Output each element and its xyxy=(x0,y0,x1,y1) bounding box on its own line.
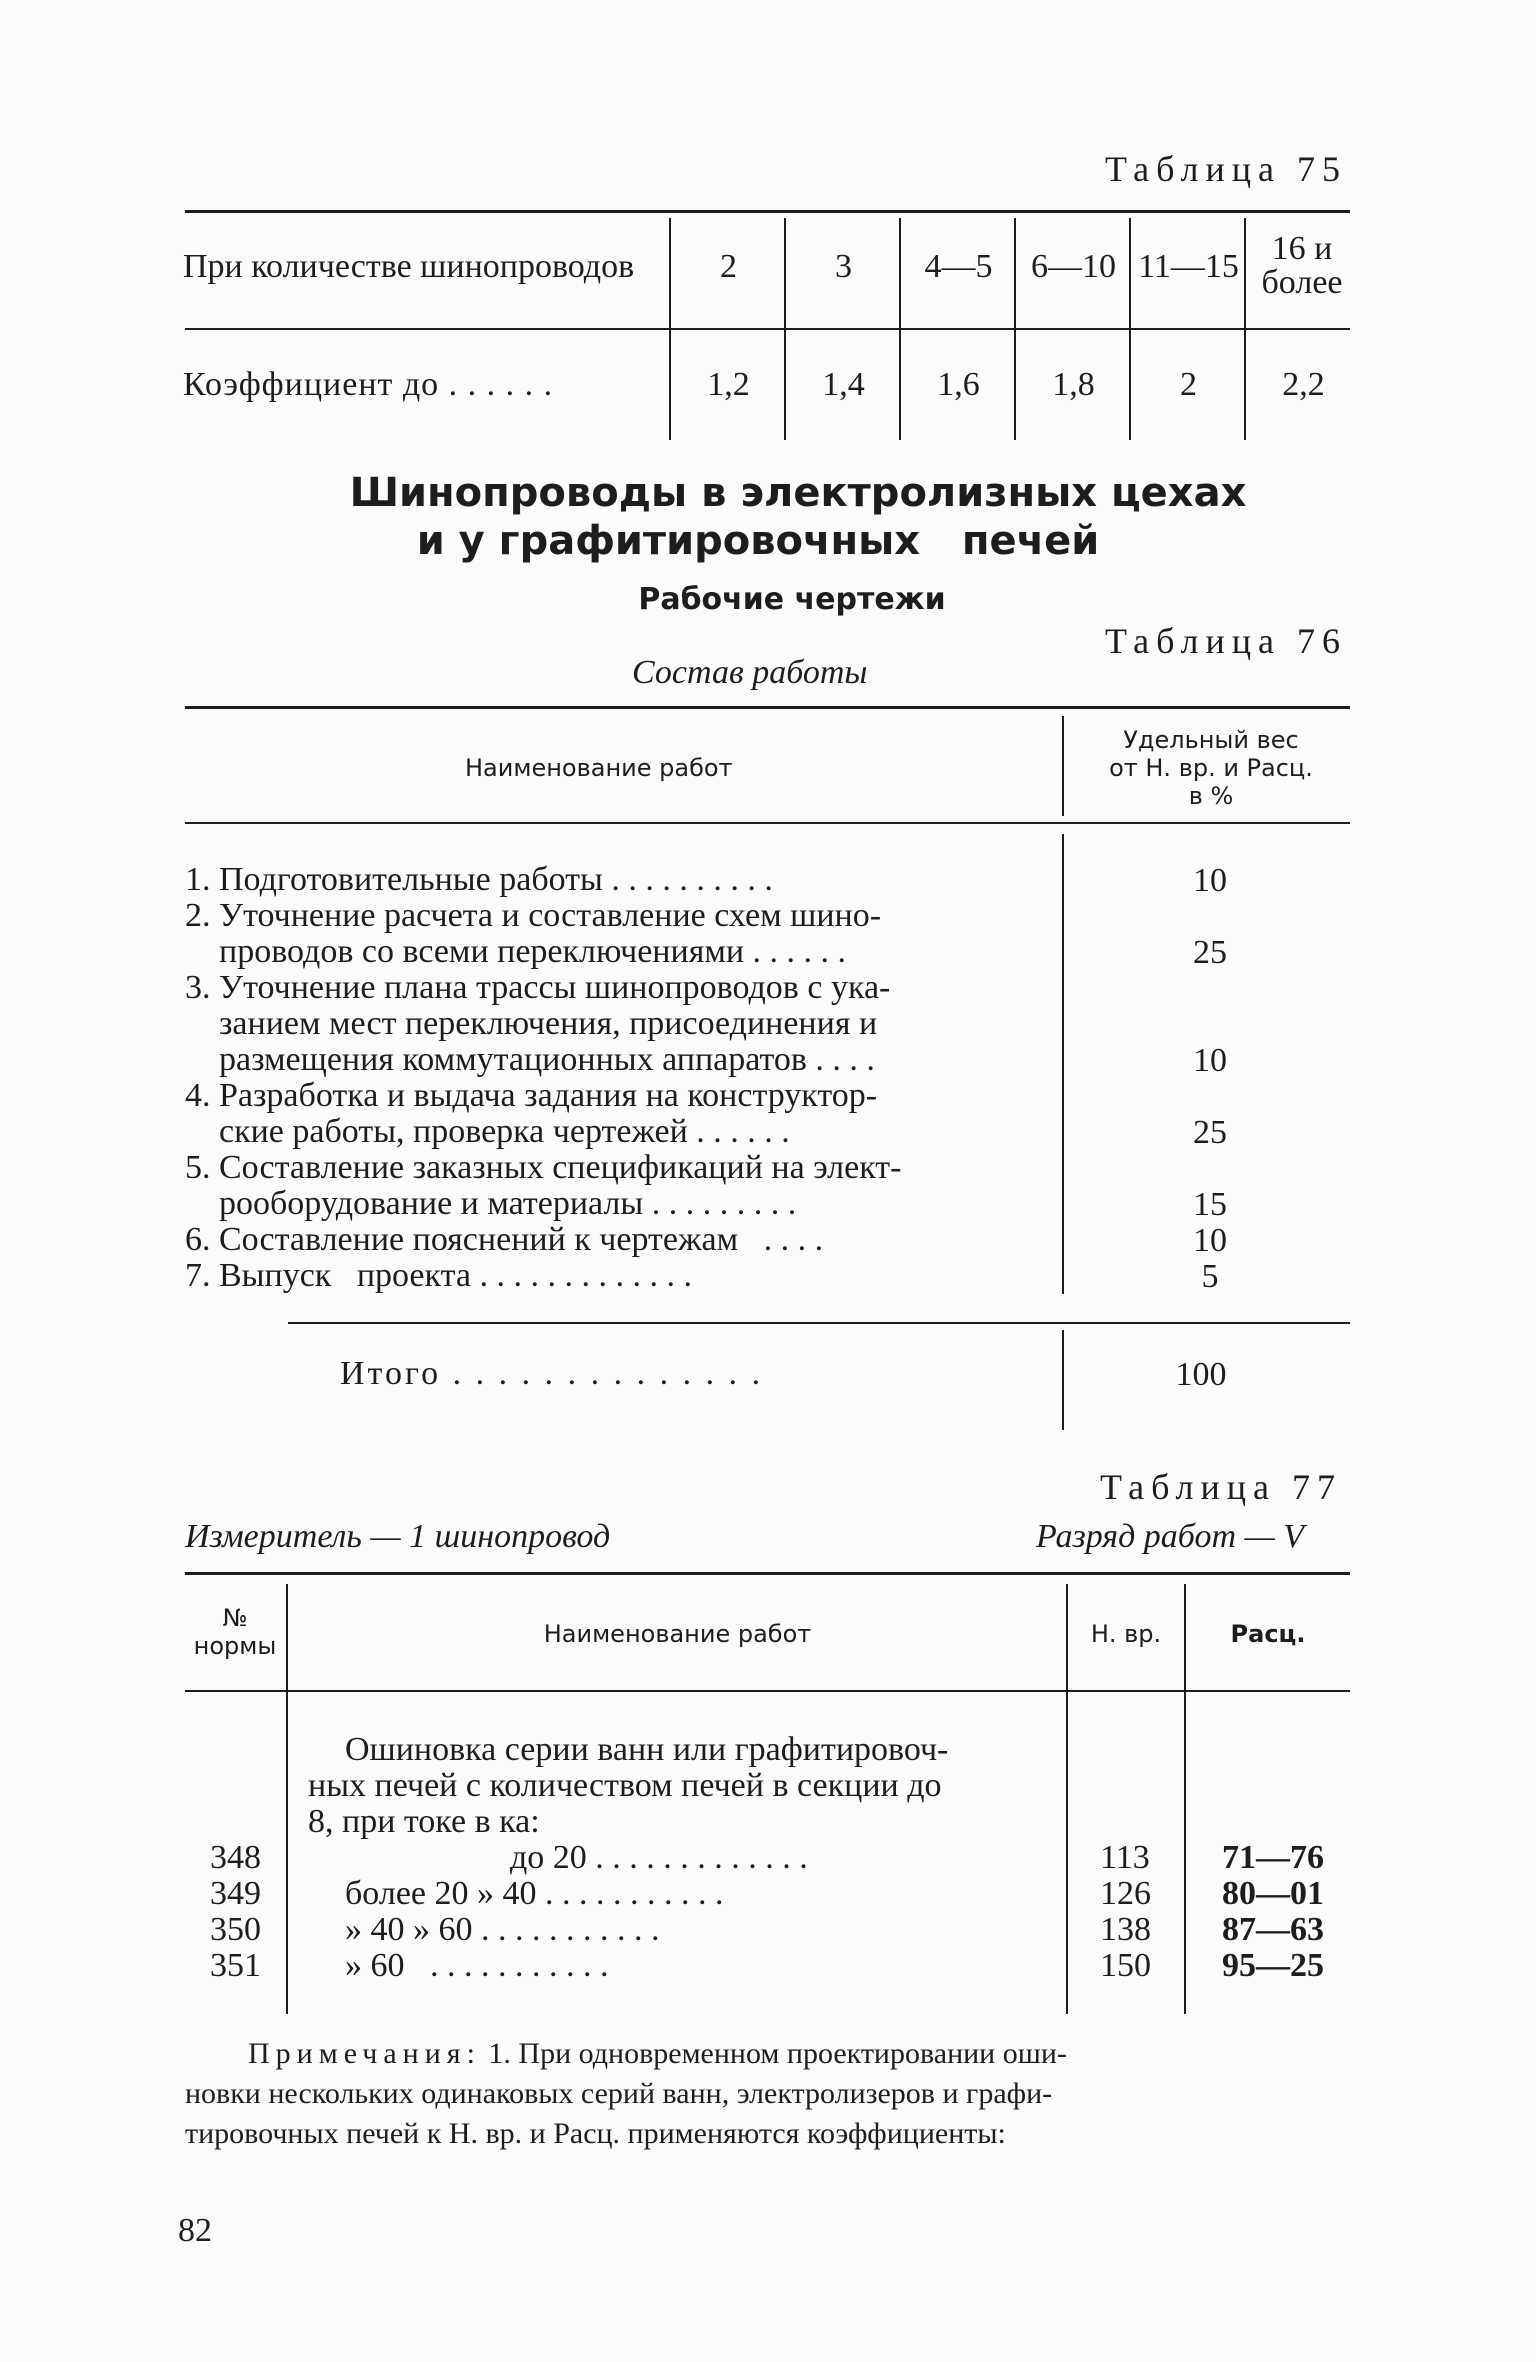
table77-row-nvr: 126 xyxy=(1100,1875,1151,1912)
table77-row-rasc: 80—01 xyxy=(1222,1875,1324,1912)
table75-divider xyxy=(1129,218,1131,440)
table77-desc-line: ных печей с количеством печей в секции до xyxy=(308,1767,942,1804)
table75-col-5: 11—15 xyxy=(1138,248,1239,285)
table75-val-6: 2,2 xyxy=(1282,366,1325,403)
table75-divider xyxy=(669,218,671,440)
note-label: Примечания: xyxy=(248,2037,481,2070)
table76-line: 7. Выпуск проекта . . . . . . . . . . . . . xyxy=(185,1257,692,1294)
table76-line: рооборудование и материалы . . . . . . . . . xyxy=(185,1185,797,1222)
table77-row-name: более 20 » 40 . . . . . . . . . . . xyxy=(345,1875,724,1912)
table75-mid-rule xyxy=(185,328,1350,330)
table75-row2-label: Коэффициент до . . . . . . xyxy=(183,366,554,403)
note-text: 1. При одновременном проектировании оши- xyxy=(488,2037,1067,2070)
table77-desc-line: 8, при токе в ка: xyxy=(308,1803,540,1840)
table77-header-no-line1: № xyxy=(222,1604,248,1632)
table77-row-nvr: 150 xyxy=(1100,1947,1151,1984)
table75-top-rule xyxy=(185,210,1350,213)
table76-divider xyxy=(1062,716,1064,816)
table77-row-no: 351 xyxy=(210,1947,261,1984)
table75-col-2: 3 xyxy=(835,248,852,285)
table77-meter: Измеритель — 1 шинопровод xyxy=(185,1518,611,1555)
table76-total-label: Итого . . . . . . . . . . . . . . xyxy=(340,1355,764,1392)
table76-value: 10 xyxy=(1193,1222,1227,1259)
note-line2: новки нескольких одинаковых серий ванн, электролизеров и графи- xyxy=(185,2077,1053,2110)
table77-row-rasc: 71—76 xyxy=(1222,1839,1324,1876)
table76-line: занием мест переключения, присоединения и xyxy=(185,1005,878,1042)
table76-header-rule xyxy=(185,822,1350,824)
table77-header-rule xyxy=(185,1690,1350,1692)
table76-value: 25 xyxy=(1193,934,1227,971)
table77-desc-line: Ошиновка серии ванн или графитировоч- xyxy=(345,1731,949,1768)
note-line3: тировочных печей к Н. вр. и Расц. применяются коэффициенты: xyxy=(185,2117,1006,2150)
table76-top-rule xyxy=(185,706,1350,709)
table75-divider xyxy=(1014,218,1016,440)
table77-header-no xyxy=(185,1604,285,1660)
table76-col1-header: Наименование работ xyxy=(465,754,733,782)
section-title-line1: Шинопроводы в электролизных цехах xyxy=(349,470,1247,516)
table75-val-1: 1,2 xyxy=(707,366,750,403)
page-number: 82 xyxy=(178,2212,212,2249)
table76-col2-header-line1: Удельный вес xyxy=(1123,726,1299,754)
table75-val-3: 1,6 xyxy=(937,366,980,403)
table76-line: ские работы, проверка чертежей . . . . . . xyxy=(185,1113,790,1150)
table76-total-rule xyxy=(288,1322,1350,1324)
table75-col-6: 16 и более xyxy=(1261,230,1343,301)
table77-header-name: Наименование работ xyxy=(543,1620,812,1648)
table75-val-4: 1,8 xyxy=(1052,366,1095,403)
table76-col2-header xyxy=(1066,726,1356,810)
table75-divider xyxy=(899,218,901,440)
table77-header-nvr: Н. вр. xyxy=(1090,1620,1162,1648)
section-subtitle: Рабочие чертежи xyxy=(638,582,946,617)
table77-row-no: 350 xyxy=(210,1911,261,1948)
table76-col2-header-line3: в % xyxy=(1188,782,1234,810)
table76-line: 5. Составление заказных спецификаций на элект- xyxy=(185,1149,902,1186)
table77-row-name: » 60 . . . . . . . . . . . xyxy=(345,1947,609,1984)
table75-val-5: 2 xyxy=(1180,366,1197,403)
table75-val-2: 1,4 xyxy=(822,366,865,403)
table76-caption: Таблица 76 xyxy=(1105,621,1347,661)
table76-value: 15 xyxy=(1193,1186,1227,1223)
table77-header-no-line2: нормы xyxy=(193,1632,277,1660)
table77-grade: Разряд работ — V xyxy=(1036,1518,1304,1555)
table76-col2-header-line2: от Н. вр. и Расц. xyxy=(1109,754,1313,782)
table75-col-3: 4—5 xyxy=(924,248,993,285)
table76-line: 4. Разработка и выдача задания на конструктор- xyxy=(185,1077,878,1114)
table76-divider xyxy=(1062,1330,1064,1430)
table76-line: 6. Составление пояснений к чертежам . . . . xyxy=(185,1221,824,1258)
table76-divider xyxy=(1062,834,1064,1294)
table75-divider xyxy=(784,218,786,440)
table77-top-rule xyxy=(185,1572,1350,1575)
table76-value: 10 xyxy=(1193,862,1227,899)
composition-heading: Состав работы xyxy=(632,654,868,691)
table76-line: проводов со всеми переключениями . . . . . . xyxy=(185,933,847,970)
table77-divider xyxy=(1184,1584,1186,2014)
table77-row-nvr: 113 xyxy=(1100,1839,1150,1876)
table77-header-rasc: Расц. xyxy=(1230,1620,1306,1648)
table75-col-1: 2 xyxy=(720,248,737,285)
table77-divider xyxy=(1066,1584,1068,2014)
table77-row-nvr: 138 xyxy=(1100,1911,1151,1948)
table75-col-4: 6—10 xyxy=(1031,248,1116,285)
table77-row-name: » 40 » 60 . . . . . . . . . . . xyxy=(345,1911,660,1948)
note-line1 xyxy=(248,2034,1067,2074)
table76-line: размещения коммутационных аппаратов . . . . xyxy=(185,1041,875,1078)
table77-row-rasc: 95—25 xyxy=(1222,1947,1324,1984)
table76-line: 2. Уточнение расчета и составление схем шино- xyxy=(185,897,882,934)
table77-caption: Таблица 77 xyxy=(1100,1467,1342,1507)
table77-row-no: 349 xyxy=(210,1875,261,1912)
section-title-line2: и у графитировочных печей xyxy=(416,518,1100,564)
table76-line: 3. Уточнение плана трассы шинопроводов с ука- xyxy=(185,969,891,1006)
table77-row-name: до 20 . . . . . . . . . . . . . xyxy=(510,1839,808,1876)
table76-value: 5 xyxy=(1201,1258,1219,1295)
table77-divider xyxy=(286,1584,288,2014)
table77-row-rasc: 87—63 xyxy=(1222,1911,1324,1948)
table75-divider xyxy=(1244,218,1246,440)
table76-line: 1. Подготовительные работы . . . . . . . . . . xyxy=(185,861,773,898)
table76-value: 10 xyxy=(1193,1042,1227,1079)
table75-caption: Таблица 75 xyxy=(1105,149,1347,189)
table76-total-value: 100 xyxy=(1175,1356,1227,1393)
table77-row-no: 348 xyxy=(210,1839,261,1876)
table75-row1-label: При количестве шинопроводов xyxy=(183,248,635,285)
table76-value: 25 xyxy=(1193,1114,1227,1151)
